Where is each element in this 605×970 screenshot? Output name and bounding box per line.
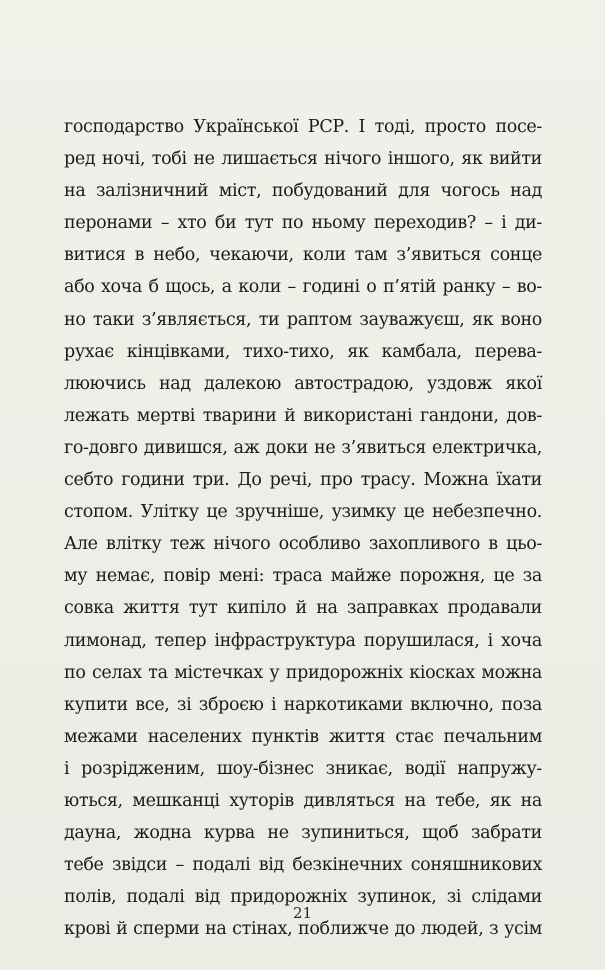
text-line: ються, мешканці хуторів дивляться на тебе, як на: [64, 790, 542, 811]
text-line: і розрідженим, шоу-бізнес зникає, водії напружу-: [64, 758, 542, 779]
text-line: но таки з’являється, ти раптом зауважуєш, як воно: [64, 309, 542, 330]
text-line: крові й сперми на стінах, поближче до людей, з усім: [64, 919, 542, 940]
text-line: Але влітку теж нічого особливо захопливого в цьо-: [64, 534, 542, 555]
text-line: або хоча б щось, а коли – годині о п’ятій ранку – во-: [64, 277, 542, 298]
text-line: на залізничний міст, побудований для чогось над: [64, 181, 542, 202]
text-line: му немає, повір мені: траса майже порожня, це за: [64, 566, 542, 587]
text-line: господарство Української РСР. І тоді, просто посе-: [64, 117, 542, 137]
text-line: го-довго дивишся, аж доки не з’явиться електричка,: [64, 437, 542, 458]
text-line: стопом. Улітку це зручніше, узимку це небезпечно.: [64, 502, 542, 523]
text-line: совка життя тут кипіло й на заправках продавали: [64, 598, 542, 619]
body-text: [64, 111, 542, 945]
text-line: витися в небо, чекаючи, коли там з’явиться сонце: [64, 245, 542, 266]
text-line: полів, подалі від придорожніх зупинок, зі слідами: [64, 887, 542, 908]
text-line: рухає кінцівками, тихо-тихо, як камбала, перева-: [64, 341, 542, 362]
text-line: купити все, зі зброєю і наркотиками включно, поза: [64, 694, 542, 715]
text-line: люючись над далекою автострадою, уздовж якої: [64, 373, 542, 394]
text-line: по селах та містечках у придорожніх кіосках можна: [64, 662, 542, 683]
text-line: лимонад, тепер інфраструктура порушилася, і хоча: [64, 630, 542, 651]
text-line: межами населених пунктів життя стає печальним: [64, 726, 542, 747]
text-line: тебе звідси – подалі від безкінечних соняшникових: [64, 855, 542, 876]
text-line: дауна, жодна курва не зупиниться, щоб забрати: [64, 823, 542, 844]
page-number: 21: [292, 904, 313, 922]
text-line: перонами – хто би тут по ньому переходив? – і ди-: [64, 213, 542, 234]
text-line: ред ночі, тобі не лишається нічого іншого, як вийти: [64, 149, 542, 170]
text-line: себто години три. До речі, про трасу. Можна їхати: [64, 470, 542, 491]
text-line: лежать мертві тварини й використані гандони, дов-: [64, 405, 542, 426]
